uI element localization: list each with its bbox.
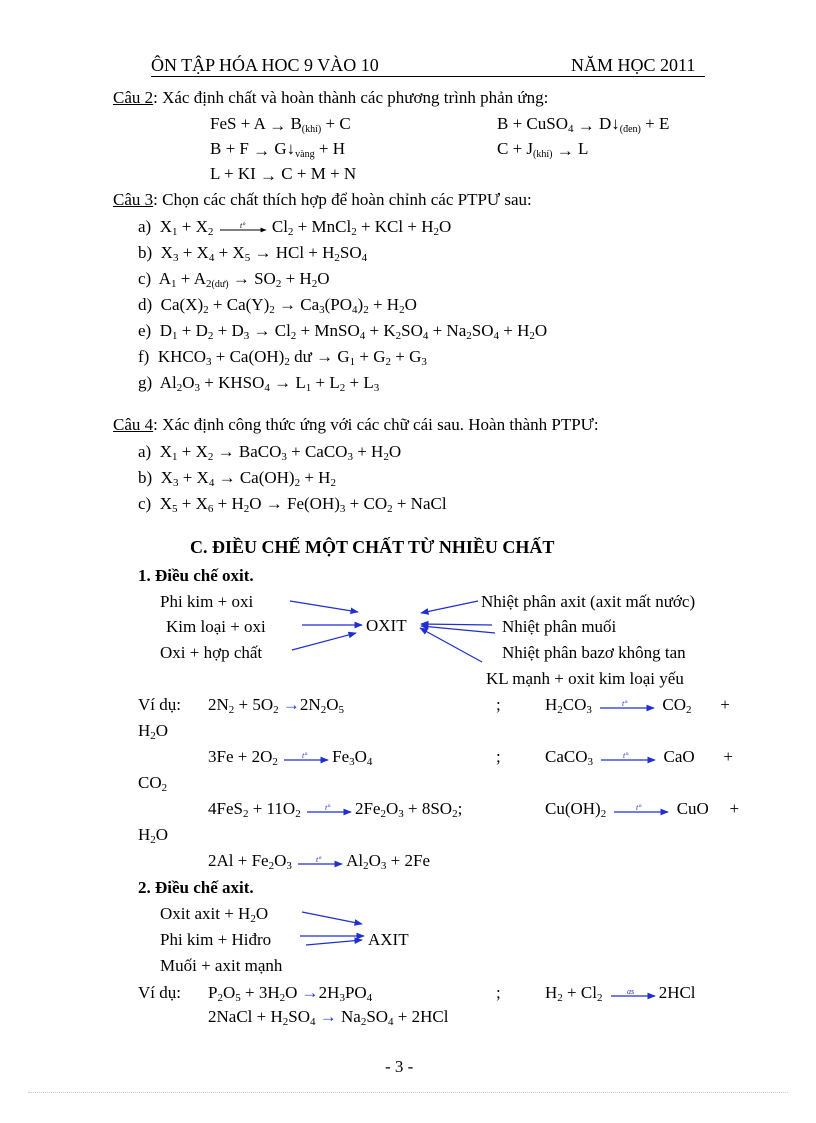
svg-text:t°: t° xyxy=(324,803,331,813)
cau4-item-c: c) $X_5 + X_6 + H_2O \to Fe(OH)_3 + CO_2$ + NaCl xyxy=(138,494,447,515)
oxit-rsrc-4: KL mạnh + oxit kim loại yếu xyxy=(486,669,684,688)
oxit-src-2: Kim loại + oxi xyxy=(166,617,266,636)
cau2-eq3: $B + F \to G↓_{vàng} + H$ xyxy=(210,139,345,160)
axit-src-2: Phi kim + Hiđro xyxy=(160,930,272,949)
svg-text:t°: t° xyxy=(623,751,629,761)
cau2-heading: Câu 2: Xác định chất và hoàn thành các phương trình phản ứng: xyxy=(113,88,549,107)
cau4-item-b: b) $X_3 + X_4 \to Ca(OH)_2 + H_2$ xyxy=(138,468,336,489)
ex2-eq3: 2NaCl + $H_2SO_4 \to Na_2SO_4 + 2HCl$ xyxy=(208,1007,449,1028)
cau3-item-a: a) $X_1 + X_2$ t° $Cl_2$ + MnCl$_2$ + KCl + $H_2O$ xyxy=(138,217,452,238)
cau3-item-c: c) $A_1 + A_{2(dư)} \to SO_2 + H_2O$ xyxy=(138,269,330,290)
svg-text:as: as xyxy=(626,987,634,997)
ex-sep: ; xyxy=(496,747,501,766)
header-title: ÔN TẬP HÓA HOC 9 VÀO 10 xyxy=(151,55,379,75)
ex1-eq3: $3Fe + 2O_2$ t° $Fe_3O_4$ xyxy=(208,747,373,768)
oxit-src-3: Oxi + hợp chất xyxy=(160,643,263,662)
header-year: NĂM HỌC 2011 xyxy=(571,55,696,75)
ex-sep: ; xyxy=(496,983,501,1002)
ex1-eq2: $H_2CO_3$ t° $CO_2$ + xyxy=(545,695,730,716)
oxit-rsrc-2: Nhiệt phân muối xyxy=(502,617,617,636)
cau2-eq2: B + CuSO$_4$ → $D↓_{(đen)} + E$ xyxy=(497,114,670,135)
cau3-item-g: g) $Al_2O_3$ + $KHSO_4 \to L_1 + L_2 + L_3$ xyxy=(138,373,380,394)
cau3-item-b: b) $X_3 + X_4 + X_5$ → HCl + $H_2SO_4$ xyxy=(138,243,368,264)
section-c-title: C. ĐIỀU CHẾ MỘT CHẤT TỪ NHIỀU CHẤT xyxy=(190,537,555,557)
svg-text:t°: t° xyxy=(302,751,308,761)
axit-src-3: Muối + axit mạnh xyxy=(160,956,283,975)
cau4-heading: Câu 4: Xác định công thức ứng với các chữ cái sau. Hoàn thành PTPƯ: xyxy=(113,415,599,434)
sub1-title: 1. Điều chế oxit. xyxy=(138,566,254,585)
ex1-eq6: $Cu(OH)_2$ t° CuO + xyxy=(545,799,740,820)
svg-text:t°: t° xyxy=(316,855,322,865)
ex2-eq2: $H_2 + Cl_2$ as 2HCl xyxy=(545,983,696,1004)
ex1-eq1: $2N_2 + 5O_2 \to 2N_2O_5$ xyxy=(208,695,344,716)
svg-text:t°: t° xyxy=(636,803,642,813)
ex2-eq1: $P_2O_5 + 3H_2O \to 2H_3PO_4$ xyxy=(208,983,373,1004)
oxit-rsrc-3: Nhiệt phân bazơ không tan xyxy=(502,643,686,662)
ex2-label: Ví dụ: xyxy=(138,983,181,1002)
cau2-eq5: L + KI → C + M + N xyxy=(210,164,357,185)
cau3-item-f: f) $KHCO_3 + Ca(OH)_2$ dư → $G_1 + G_2 + G_3$ xyxy=(138,347,427,368)
sub2-title: 2. Điều chế axit. xyxy=(138,878,254,897)
cau2-eq4: $C + J_{(khí)} \to L$ xyxy=(497,139,589,160)
ex1-eq6-cont: $H_2O$ xyxy=(138,825,169,846)
svg-text:t°: t° xyxy=(239,221,246,231)
cau3-heading: Câu 3: Chọn các chất thích hợp để hoàn chỉnh các PTPƯ sau: xyxy=(113,190,532,209)
cau4-item-a: a) $X_1 + X_2$ → BaCO$_3$ + CaCO$_3$ + $H_2O$ xyxy=(138,442,402,463)
ex1-eq2-cont: $H_2O$ xyxy=(138,721,169,742)
oxit-src-1: Phi kim + oxi xyxy=(160,592,254,611)
cau3-item-e: e) $D_1 + D_2 + D_3 \to Cl_2$ + MnSO$_4$ + $K_2SO_4 + Na_2SO_4 + H_2O$ xyxy=(138,321,548,342)
page-number: - 3 - xyxy=(385,1057,414,1076)
oxit-rsrc-1: Nhiệt phân axit (axit mất nước) xyxy=(481,592,696,611)
ex1-eq5: $4FeS_2 + 11O_2$ t° $2Fe_2O_3 + 8SO_2$; xyxy=(208,799,463,820)
axit-center: AXIT xyxy=(368,930,409,949)
axit-src-1: Oxit axit + $H_2O$ xyxy=(160,904,269,925)
ex1-eq7: $2Al + Fe_2O_3$ t° $Al_2O_3 + 2Fe$ xyxy=(208,851,430,872)
ex1-eq4-cont: $CO_2$ xyxy=(138,773,168,794)
footer-divider xyxy=(28,1092,788,1093)
svg-text:t°: t° xyxy=(622,699,628,709)
cau2-eq1: FeS + $A \to B_{(khí)} + C$ xyxy=(210,114,351,135)
ex1-label: Ví dụ: xyxy=(138,695,181,714)
ex-sep: ; xyxy=(496,695,501,714)
cau3-item-d: d) $Ca(X)_2 + Ca(Y)_2 \to Ca_3(PO_4)_2 + H_2O$ xyxy=(138,295,417,316)
oxit-center: OXIT xyxy=(366,616,407,635)
ex1-eq4: CaCO$_3$ t° CaO + xyxy=(545,747,733,768)
